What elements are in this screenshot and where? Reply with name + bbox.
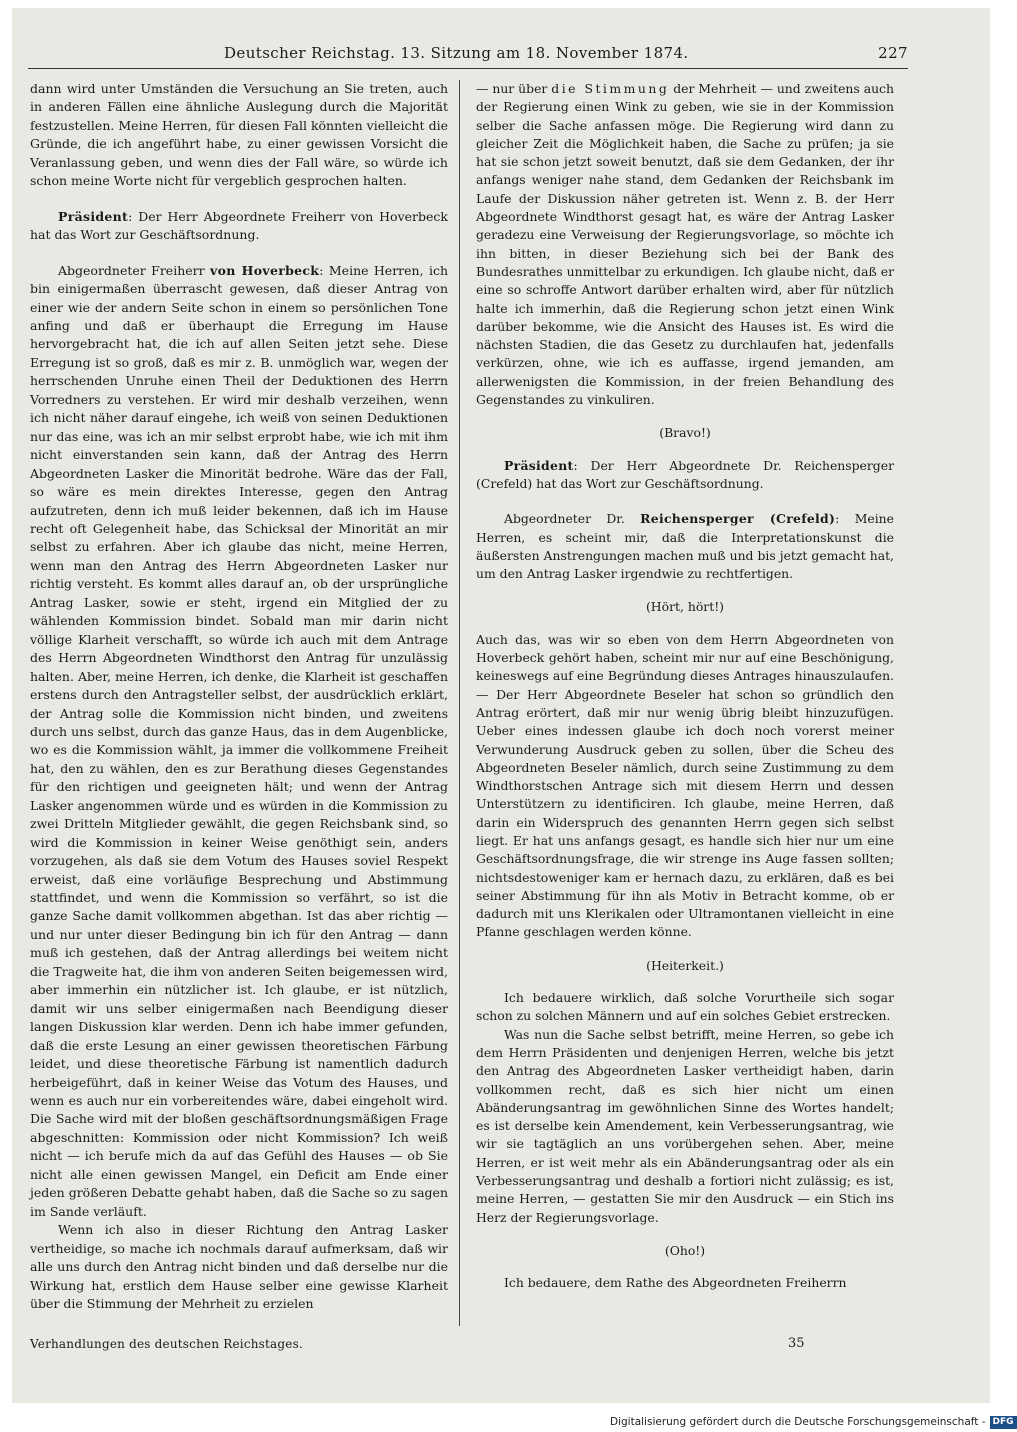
interjection: (Heiterkeit.): [646, 957, 724, 973]
paragraph: [476, 80, 894, 409]
signature-mark: 35: [788, 1336, 805, 1351]
paragraph: [30, 208, 448, 245]
speaker-name: von Hoverbeck: [210, 262, 320, 278]
paragraph-text: : Der Herr Abgeordnete Freiherr von Hoverbeck hat das Wort zur Geschäftsordnung.: [30, 208, 448, 243]
interjection: (Oho!): [664, 1242, 706, 1258]
paragraph: Auch das, was wir so eben von dem Herrn Abgeordneten von Hoverbeck gehört haben, scheint mir nur auf eine Beschönigung, keineswegs auf eine Begründung dieses Antrages hinauszulaufen. — Der Herr Abgeordnete Beseler hat schon so gründlich den Antrag erörtert, daß mir nur wenig übrig bleibt hinzuzufügen. Ueber eines indessen glaube ich doch noch vorerst meiner Verwunderung Ausdruck geben zu sollen, über die Scheu des Abgeordneten Beseler nämlich, durch seine Zustimmung zu dem Windthorstschen Antrage sich mit diesem Herrn und dessen Unterstützern zu identificiren. Ich glaube, meine Herren, daß darin ein Widerspruch des genannten Herrn gegen sich selbst liegt. Er hat uns anfangs gesagt, es handle sich hier nur um eine Geschäftsordnungsfrage, die wir strenge ins Auge fassen sollten; nichtsdestoweniger kam er hernach dazu, zu erklären, daß es bei seiner Abstimmung für ihn als Motiv in Betracht komme, ob er dadurch mit uns Klerikalen oder Ultramontanen vielleicht in eine Pfanne geschlagen werden könne.: [476, 631, 894, 940]
paragraph: [476, 457, 894, 494]
header-rule: [28, 68, 908, 69]
paragraph: Ich bedauere, dem Rathe des Abgeordneten Freiherrn: [504, 1275, 847, 1291]
paragraph-text: der Mehrheit — und zweitens auch der Regierung einen Wink zu geben, wie sie in der Kommission selber die Sache anfassen möge. Die Regierung wird dann zu gleicher Zeit die Möglichkeit haben, die Sache zu prüfen; ja sie hat sie schon jetzt soweit benutzt, daß sie dem Gedanken, der ihr anfangs weniger nahe stand, dem Gedanken der Reichsbank im Laufe der Diskussion näher getreten ist. Wenn z. B. der Herr Abgeordnete Windthorst gesagt hat, es wäre der Antrag Lasker geradezu eine Verweisung der Regierungsvorlage, so möchte ich ihn bitten, in dieser Beziehung sich bei der Bank des Bundesrathes unmittelbar zu erkundigen. Ich glaube nicht, daß er eine so schroffe Antwort darüber erhalten wird, aber für nützlich halte ich immerhin, daß die Regierung schon jetzt einen Wink darüber bekomme, wie die Ansicht des Hauses ist. Es wird die nächsten Stadien, die das Gesetz zu durchlaufen hat, jedenfalls verkürzen, ohne, wie ich es auffasse, irgend jemanden, am allerwenigsten die Kommission, in der freien Behandlung des Gegenstandes zu vinkuliren.: [476, 81, 894, 408]
header-title: Deutscher Reichstag. 13. Sitzung am 18. November 1874.: [224, 44, 689, 62]
left-column: [30, 80, 448, 1313]
right-column: [476, 80, 894, 1293]
dfg-logo: DFG: [990, 1416, 1017, 1429]
speaker-name: Präsident: [58, 208, 129, 224]
paragraph-text: : Meine Herren, es scheint mir, daß die Interpretationskunst die äußersten Anstrengungen machen muß und bis jetzt gemacht hat, um den Antrag Lasker irgendwie zu rechtfertigen.: [476, 511, 894, 582]
speaker-name: Reichensperger (Crefeld): [640, 511, 836, 527]
paragraph: [30, 262, 448, 1222]
speaker-name: Präsident: [504, 457, 574, 473]
header-page-number: 227: [878, 44, 908, 62]
paragraph-text: : Der Herr Abgeordnete Dr. Reichensperger (Crefeld) hat das Wort zur Geschäftsordnung.: [476, 457, 894, 491]
speaker-intro: Abgeordneter Freiherr: [58, 262, 210, 278]
paragraph: Wenn ich also in dieser Richtung den Antrag Lasker vertheidige, so mache ich nochmals darauf aufmerksam, daß wir alle uns durch den Antrag nicht binden und daß derselbe nur die Wirkung hat, erstlich dem Hause selber eine gewisse Klarheit über die Stimmung der Mehrheit zu erzielen: [30, 1222, 448, 1311]
paragraph: dann wird unter Umständen die Versuchung an Sie treten, auch in anderen Fällen eine ähnliche Auslegung durch die Majorität festzustellen. Meine Herren, für diesen Fall könnten vielleicht die Gründe, die ich angeführt habe, zu einer gewissen Vorsicht die Veranlassung geben, und wenn dies der Fall wäre, so würde ich schon meine Worte nicht für vergeblich gesprochen halten.: [30, 81, 448, 189]
emphasized-text: die Stimmung: [551, 81, 670, 96]
digitization-credit: [610, 1414, 1014, 1430]
paragraph: [476, 510, 894, 583]
paragraph: Ich bedauere wirklich, daß solche Vorurtheile sich sogar schon zu solchen Männern und auf ein solches Gebiet erstrecken.: [476, 990, 894, 1024]
interjection: (Bravo!): [659, 425, 711, 441]
speaker-intro: Abgeordneter Dr.: [504, 511, 641, 527]
paragraph-text: : Meine Herren, ich bin einigermaßen überrascht gewesen, daß dieser Antrag von einer wie der andern Seite schon in einem so persönlichen Tone anfing und daß er überhaupt die Erregung im Hause hervorgebracht hat, die ich auf allen Seiten jetzt sehe. Diese Erregung ist so groß, daß es mir z. B. unmöglich war, wegen der herrschenden Unruhe einen Theil der Deduktionen des Herrn Vorredners zu verstehen. Er wird mir deshalb verzeihen, wenn ich nicht näher darauf eingehe, ich weiß von seinen Deduktionen nur das eine, was ich an mir selbst erprobt habe, wie ich mit ihm nicht einverstanden sein kann, daß der Antrag des Herrn Abgeordneten Lasker die Minorität bedrohe. Wäre das der Fall, so wäre es mein direktes Interesse, gegen den Antrag aufzutreten, denn ich muß leider bekennen, daß ich im Hause recht oft Gelegenheit habe, das Schicksal der Minorität an mir selbst zu erfahren. Aber ich glaube das nicht, meine Herren, wenn man den Antrag des Herrn Abgeordneten Lasker nur richtig versteht. Es kommt alles darauf an, ob der ursprüngliche Antrag Lasker, sowie er steht, irgend ein Mitglied der zu wählenden Kommission bindet. Sobald man mir darin nicht völlige Klarheit verschafft, so würde ich auch mit dem Antrage des Herrn Abgeordneten Windthorst den Antrag für unzulässig halten. Aber, meine Herren, ich denke, die Klarheit ist geschaffen erstens durch den Antragsteller selbst, der ausdrücklich erklärt, der Antrag solle die Kommission nicht binden, und zweitens durch uns selbst, durch das ganze Haus, das in dem Augenblicke, wo es die Kommission wählt, ja immer die vollkommene Freiheit hat, den zu wählen, den es zur Berathung dieses Gegenstandes für den richtigen und geeigneten hält; und wenn der Antrag Lasker angenommen würde und es würden in die Kommission zu zwei Dritteln Mitglieder gewählt, die gegen Reichsbank sind, so wird die Kommission in keiner Weise genöthigt sein, anders vorzugehen, als daß sie dem Votum des Hauses soviel Respekt erweist, daß eine vorläufige Besprechung und Abstimmung stattfindet, und wenn die Kommission so verfährt, so ist die ganze Sache damit vollkommen abgethan. Ist das aber richtig — und nur unter dieser Bedingung bin ich für den Antrag — dann muß ich gestehen, daß der Antrag allerdings bei weitem nicht die Tragweite hat, die ihm von anderen Seiten beigemessen wird, aber immerhin ein nützlicher ist. Ich glaube, er ist nützlich, damit wir uns selber einigermaßen nach Beendigung dieser langen Diskussion klar werden. Denn ich habe immer gefunden, daß die erste Lesung an einer gewissen theoretischen Färbung leidet, und diese theoretische Färbung ist namentlich dadurch herbeigeführt, daß in keiner Weise das Votum des Hauses, und wenn es auch nur ein vorbereitendes wäre, dabei eingeholt wird. Die Sache wird mit der bloßen geschäftsordnungsmäßigen Frage abgeschnitten: Kommission oder nicht Kommission? Ich weiß nicht — ich berufe mich da auf das Gefühl des Hauses — ob Sie nicht alle einen gewissen Mangel, ein Deficit am Ende einer jeden größeren Debatte gehabt haben, daß die Sache so zu sagen im Sande verläuft.: [30, 262, 449, 1219]
footer-note: Verhandlungen des deutschen Reichstages.: [30, 1337, 303, 1351]
interjection: (Hört, hört!): [645, 599, 725, 615]
paragraph: Was nun die Sache selbst betrifft, meine Herren, so gebe ich dem Herrn Präsidenten und denjenigen Herren, welche bis jetzt den Antrag des Abgeordneten Lasker vertheidigt haben, darin vollkommen recht, daß es sich hier nicht um einen Abänderungsantrag im gewöhnlichen Sinne des Wortes handelt; es ist derselbe kein Amendement, kein Verbesserungsantrag, wie wir sie tagtäglich an uns vorübergehen sehen. Aber, meine Herren, er ist weit mehr als ein Abänderungsantrag oder als ein Verbesserungsantrag und deshalb a fortiori nicht zulässig; es ist, meine Herren, — gestatten Sie mir den Ausdruck — ein Stich ins Herz der Regierungsvorlage.: [476, 1026, 894, 1225]
column-divider: [459, 80, 460, 1326]
credit-text: Digitalisierung gefördert durch die Deutsche Forschungsgemeinschaft -: [610, 1416, 986, 1428]
paragraph-text: — nur über: [476, 81, 552, 96]
